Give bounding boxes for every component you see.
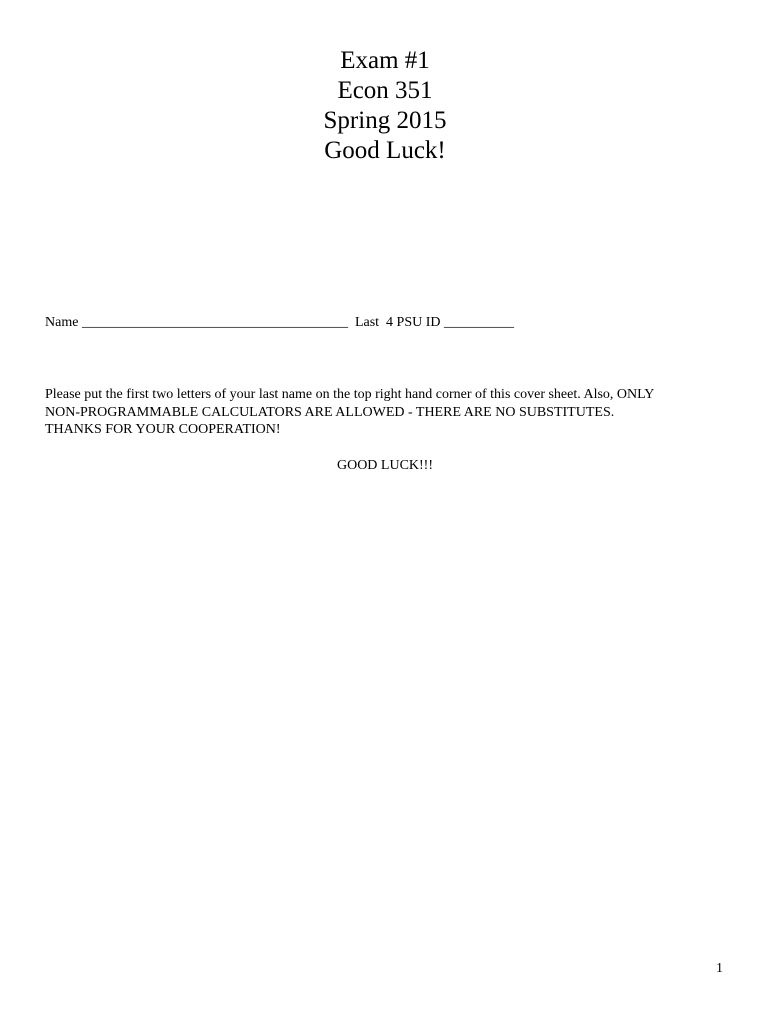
exam-title-block bbox=[0, 46, 770, 166]
psu-id-label: Last 4 PSU ID bbox=[354, 315, 441, 330]
instructions-line: NON-PROGRAMMABLE CALCULATORS ARE ALLOWED - THERE ARE NO SUBSTITUTES. bbox=[45, 404, 615, 420]
psu-id-field[interactable]: __________ bbox=[444, 315, 514, 330]
good-luck-heading: Good Luck! bbox=[324, 137, 446, 164]
instructions-line: THANKS FOR YOUR COOPERATION! bbox=[45, 422, 281, 437]
name-label: Name bbox=[45, 315, 79, 330]
term: Spring 2015 bbox=[323, 107, 447, 134]
student-info-line bbox=[45, 314, 514, 332]
instructions-line: Please put the first two letters of your last name on the top right hand corner of this cover sheet. Also, ONLY bbox=[45, 387, 655, 402]
name-field[interactable]: ______________________________________ bbox=[81, 315, 348, 330]
course-name: Econ 351 bbox=[337, 77, 433, 104]
exam-title: Exam #1 bbox=[340, 47, 430, 74]
closing-message: GOOD LUCK!!! bbox=[336, 458, 434, 473]
page-number: 1 bbox=[716, 961, 723, 976]
instructions-paragraph bbox=[45, 386, 735, 439]
